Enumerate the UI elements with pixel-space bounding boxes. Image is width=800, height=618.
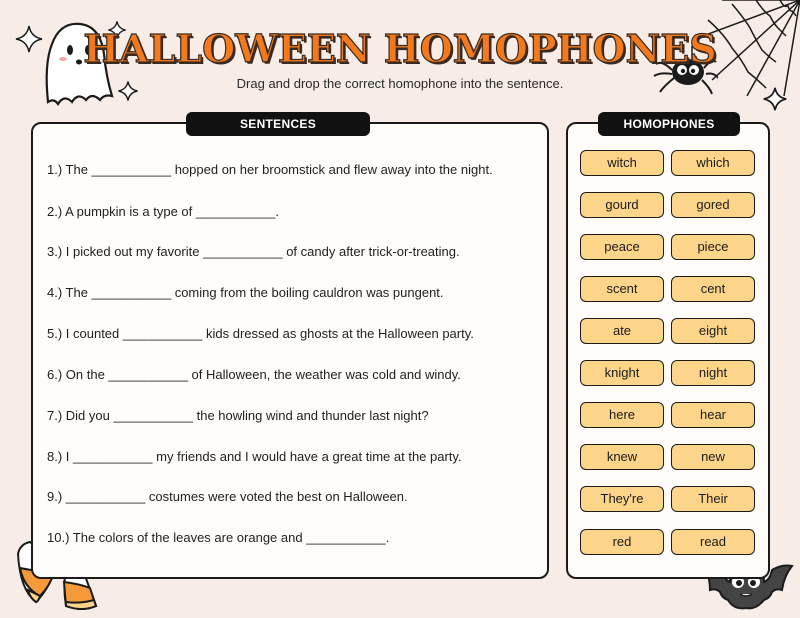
sentence-7[interactable]: 7.) Did you ___________ the howling wind and thunder last night?	[47, 408, 429, 423]
sentence-6[interactable]: 6.) On the ___________ of Halloween, the weather was cold and windy.	[47, 367, 461, 382]
homophone-chip[interactable]: ate	[580, 318, 664, 344]
homophone-chip[interactable]: knight	[580, 360, 664, 386]
sentence-2[interactable]: 2.) A pumpkin is a type of ___________.	[47, 204, 280, 219]
homophone-chip[interactable]: piece	[671, 234, 755, 260]
homophone-chip[interactable]: which	[671, 150, 755, 176]
sentence-8[interactable]: 8.) I ___________ my friends and I would have a great time at the party.	[47, 449, 462, 464]
homophone-chip[interactable]: eight	[671, 318, 755, 344]
page-title: HALLOWEEN HOMOPHONES	[83, 26, 717, 71]
sentences-heading: SENTENCES	[186, 112, 370, 136]
homophone-chip[interactable]: night	[671, 360, 755, 386]
homophone-chip[interactable]: gourd	[580, 192, 664, 218]
sentence-3[interactable]: 3.) I picked out my favorite ___________ of candy after trick-or-treating.	[47, 244, 460, 259]
homophones-panel	[566, 117, 770, 579]
homophone-chip[interactable]: peace	[580, 234, 664, 260]
homophone-chip[interactable]: They're	[580, 486, 664, 512]
homophone-chip[interactable]: hear	[671, 402, 755, 428]
homophone-chip[interactable]: scent	[580, 276, 664, 302]
sentence-9[interactable]: 9.) ___________ costumes were voted the best on Halloween.	[47, 489, 408, 504]
homophone-chip[interactable]: gored	[671, 192, 755, 218]
homophone-chip[interactable]: witch	[580, 150, 664, 176]
homophone-chip[interactable]: cent	[671, 276, 755, 302]
instructions-text: Drag and drop the correct homophone into the sentence.	[236, 76, 564, 91]
homophone-chip[interactable]: red	[580, 529, 664, 555]
homophone-chip[interactable]: new	[671, 444, 755, 470]
sentence-4[interactable]: 4.) The ___________ coming from the boiling cauldron was pungent.	[47, 285, 444, 300]
sentence-1[interactable]: 1.) The ___________ hopped on her broomstick and flew away into the night.	[47, 162, 493, 177]
homophone-chip[interactable]: read	[671, 529, 755, 555]
homophone-chip[interactable]: here	[580, 402, 664, 428]
sentence-5[interactable]: 5.) I counted ___________ kids dressed as ghosts at the Halloween party.	[47, 326, 474, 341]
homophone-chip[interactable]: Their	[671, 486, 755, 512]
homophone-chip[interactable]: knew	[580, 444, 664, 470]
sentence-10[interactable]: 10.) The colors of the leaves are orange and ___________.	[47, 530, 390, 545]
homophones-heading: HOMOPHONES	[598, 112, 740, 136]
sentences-panel	[31, 117, 549, 579]
